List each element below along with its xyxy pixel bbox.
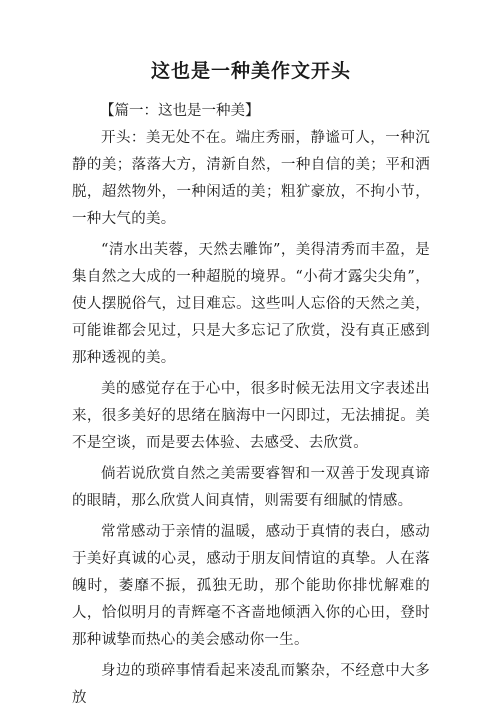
- document-title: 这也是一种美作文开头: [150, 60, 351, 82]
- paragraph-3: 美的感觉存在于心中，很多时候无法用文字表述出来，很多美好的思绪在脑海中一闪即过，无法捕捉。美不是空谈，而是要去体验、去感受、去欣赏。: [72, 381, 430, 451]
- paragraph-5: 常常感动于亲情的温暖，感动于真情的表白，感动于美好真诚的心灵，感动于朋友间情谊的真挚。人在落魄时，萎靡不振，孤独无助，那个能助你排忧解难的人，恰似明月的青辉毫不吝啬地倾洒入你的心田，登时那种诚挚而热心的美会感动你一生。: [72, 524, 430, 648]
- paragraph-1: 开头：美无处不在。端庄秀丽，静谧可人，一种沉静的美；落落大方，清新自然，一种自信的美；平和洒脱，超然物外，一种闲适的美；粗犷豪放，不拘小节，一种大气的美。: [72, 130, 430, 227]
- paragraph-2: “清水出芙蓉，天然去雕饰”，美得清秀而丰盈，是集自然之大成的一种超脱的境界。“小荷才露尖尖角”，使人摆脱俗气，过目难忘。这些叫人忘俗的天然之美，可能谁都会见过，只是大多忘记了欣赏，没有真正感到那种透视的美。: [72, 242, 430, 366]
- paragraph-4: 倘若说欣赏自然之美需要睿智和一双善于发现真谛的眼睛，那么欣赏人间真情，则需要有细腻的情感。: [72, 466, 430, 509]
- paragraph-6: 身边的琐碎事情看起来凌乱而繁杂，不经意中大多放: [72, 663, 430, 706]
- section-heading: 【篇一：这也是一种美】: [100, 103, 260, 119]
